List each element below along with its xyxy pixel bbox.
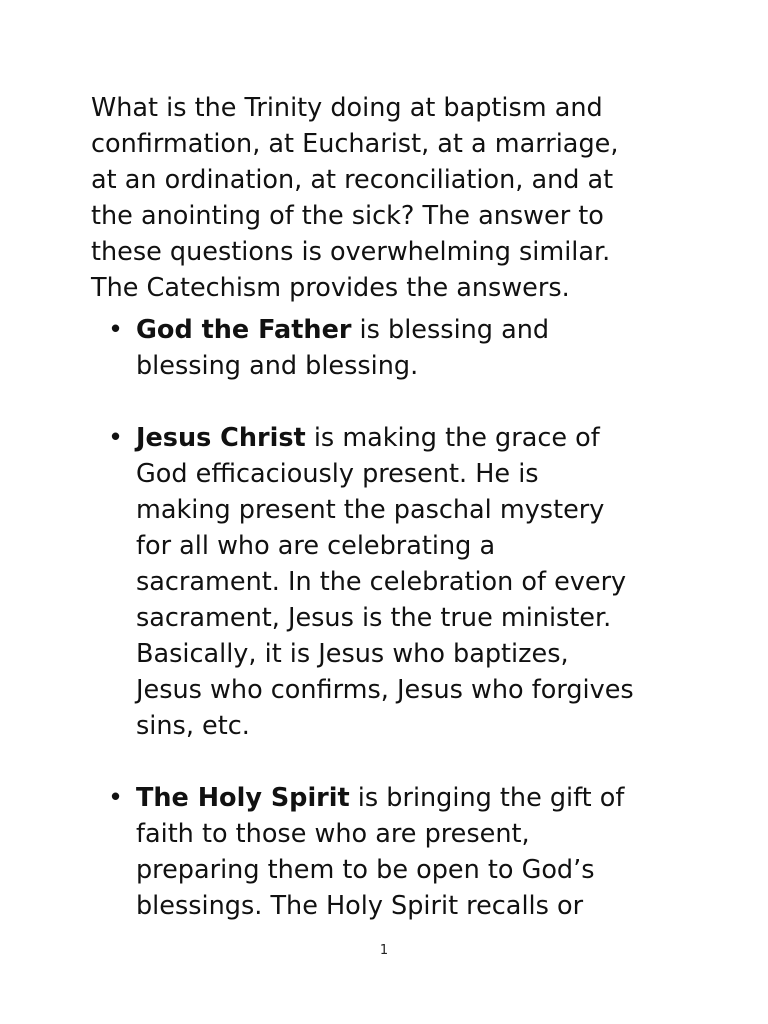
bullet-text-father: is blessing and blessing and blessing. <box>136 315 550 381</box>
trinity-bullet-list <box>91 312 691 924</box>
bullet-text-spirit: is bringing the gift of faith to those who are present, preparing them to be open to God’s blessings. The Holy Spirit recalls or <box>136 783 625 921</box>
intro-paragraph: What is the Trinity doing at baptism and confirmation, at Eucharist, at a marriage, at an ordination, at reconciliation, and at the anointing of the sick? The answer to these questions is overwhelming similar. The Catechism provides the answers. <box>91 93 619 303</box>
bullet-item-spirit <box>136 780 691 924</box>
bullet-item-son <box>136 420 691 744</box>
document-body <box>91 90 691 960</box>
bullet-heading-spirit: The Holy Spirit <box>136 783 350 813</box>
bullet-item-father <box>136 312 691 384</box>
bullet-heading-son: Jesus Christ <box>136 423 306 453</box>
bullet-heading-father: God the Father <box>136 315 352 345</box>
page-number: 1 <box>379 943 389 958</box>
bullet-text-son: is making the grace of God efficaciously present. He is making present the paschal mystery for all who are celebrating a sacrament. In the celebration of every sacrament, Jesus is the true minister. Basically, it is Jesus who baptizes, Jesus who confirms, Jesus who forgives sins, etc. <box>136 423 634 741</box>
